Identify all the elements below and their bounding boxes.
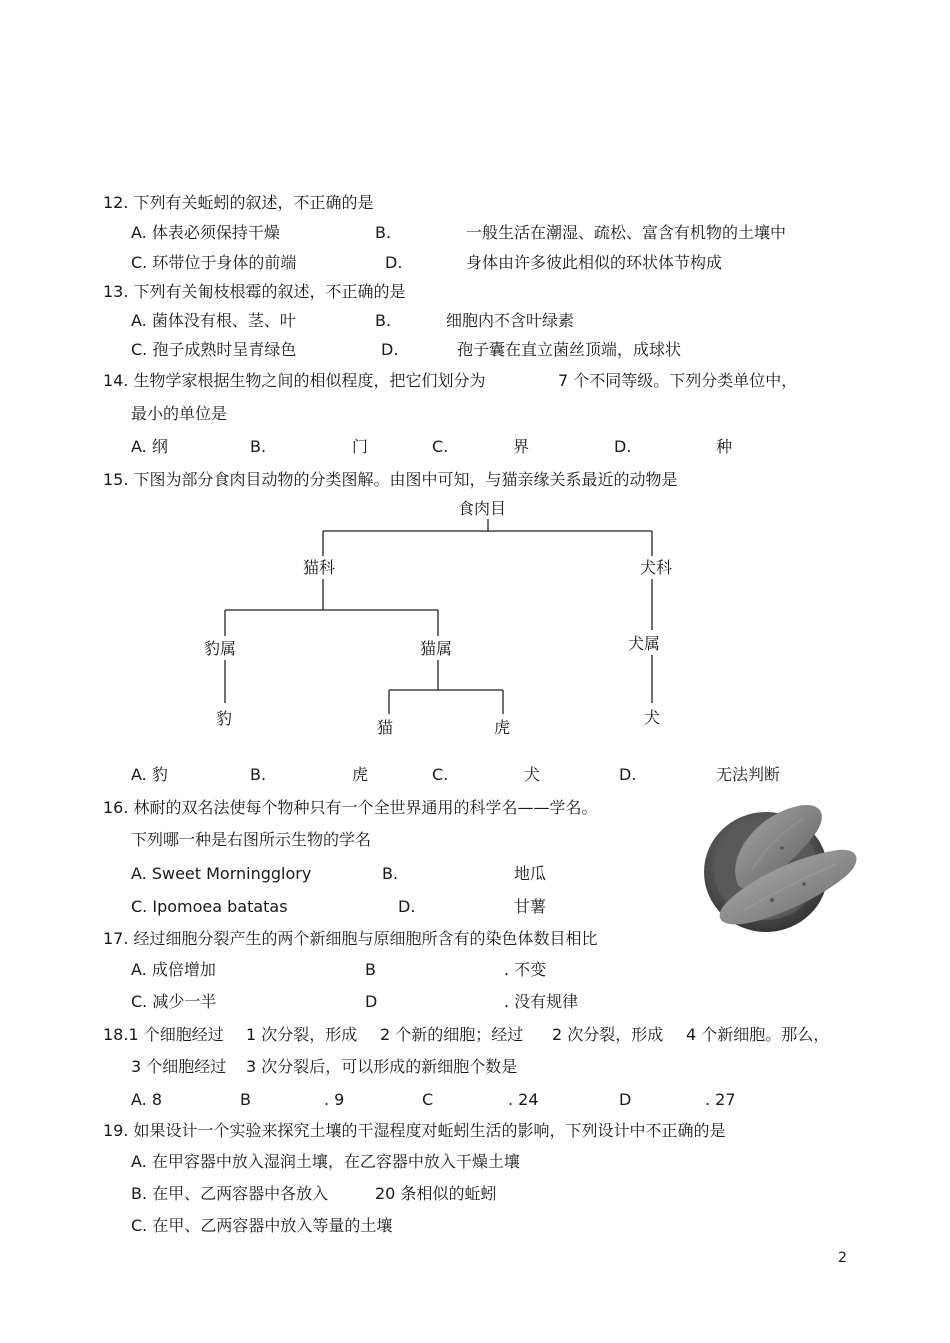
q18-line1-part2: 1 次分裂，形成 [246, 1025, 358, 1044]
q15-option-b-label: B. [250, 765, 267, 784]
q15-option-d-label: D. [619, 765, 637, 784]
q18-line2-part2: 3 次分裂后，可以形成的新细胞个数是 [246, 1057, 518, 1076]
q15-option-a: A. 豹 [131, 765, 168, 784]
q12-option-a: A. 体表必须保持干燥 [131, 223, 280, 242]
q13-option-d-label: D. [381, 340, 399, 359]
q14-option-b-label: B. [250, 437, 267, 456]
q13-stem: 13. 下列有关匍枝根霉的叙述，不正确的是 [103, 282, 406, 301]
q19-option-b-part2: 20 条相似的蚯蚓 [375, 1184, 497, 1203]
tree-node-genus-panthera: 豹属 [204, 639, 237, 658]
q17-stem: 17. 经过细胞分裂产生的两个新细胞与原细胞所含有的染色体数目相比 [103, 929, 598, 948]
q16-option-c: C. Ipomoea batatas [131, 897, 288, 916]
q17-option-d-text: . 没有规律 [504, 992, 579, 1011]
tree-node-genus-canis: 犬属 [628, 634, 661, 653]
tree-node-species-cat: 猫 [377, 718, 394, 737]
q19-option-b-part1: B. 在甲、乙两容器中各放入 [131, 1184, 329, 1203]
q18-line1-part1: 18.1 个细胞经过 [103, 1025, 224, 1044]
q16-stem: 16. 林耐的双名法使每个物种只有一个全世界通用的科学名——学名。 [103, 798, 598, 817]
q18-line1-part3: 2 个新的细胞；经过 [380, 1025, 524, 1044]
tree-node-family-felidae: 猫科 [303, 558, 336, 577]
q14-option-d-label: D. [614, 437, 632, 456]
q14-stem-part2: 7 个不同等级。下列分类单位中， [558, 371, 798, 390]
sweet-potato-image [700, 796, 862, 940]
q16-option-a: A. Sweet Morningglory [131, 864, 312, 883]
q18-option-d-label: D [619, 1090, 632, 1109]
q18-option-c-label: C [422, 1090, 434, 1109]
q18-line2-part1: 3 个细胞经过 [131, 1057, 227, 1076]
q14-option-c-label: C. [432, 437, 449, 456]
q18-line1-part5: 4 个新细胞。那么， [686, 1025, 830, 1044]
q14-option-c-text: 界 [513, 437, 530, 456]
q15-option-c-text: 犬 [524, 765, 541, 784]
q14-option-a: A. 纲 [131, 437, 168, 456]
tree-node-family-canidae: 犬科 [640, 558, 673, 577]
q16-option-b-label: B. [382, 864, 399, 883]
q13-option-b-label: B. [375, 311, 392, 330]
q18-line1-part4: 2 次分裂，形成 [552, 1025, 664, 1044]
q12-stem: 12. 下列有关蚯蚓的叙述，不正确的是 [103, 193, 374, 212]
q18-option-b-label: B [240, 1090, 251, 1109]
q19-option-c: C. 在甲、乙两容器中放入等量的土壤 [131, 1216, 393, 1235]
q13-option-c: C. 孢子成熟时呈青绿色 [131, 340, 297, 359]
q12-option-b-text: 一般生活在潮湿、疏松、富含有机物的土壤中 [466, 223, 787, 242]
q18-option-d-text: . 27 [705, 1090, 736, 1109]
q18-option-a: A. 8 [131, 1090, 163, 1109]
q12-option-d-label: D. [385, 253, 403, 272]
q13-option-a: A. 菌体没有根、茎、叶 [131, 311, 296, 330]
q13-option-b-text: 细胞内不含叶绿素 [446, 311, 575, 330]
q14-option-d-text: 种 [716, 437, 733, 456]
q17-option-b-text: . 不变 [504, 960, 547, 979]
q19-option-a: A. 在甲容器中放入湿润土壤，在乙容器中放入干燥土壤 [131, 1152, 520, 1171]
q16-option-d-label: D. [398, 897, 416, 916]
q13-option-d-text: 孢子囊在直立菌丝顶端，成球状 [457, 340, 682, 359]
q15-stem: 15. 下图为部分食肉目动物的分类图解。由图中可知，与猫亲缘关系最近的动物是 [103, 470, 678, 489]
tree-node-species-dog: 犬 [644, 708, 661, 727]
q19-stem: 19. 如果设计一个实验来探究土壤的干湿程度对蚯蚓生活的影响，下列设计中不正确的是 [103, 1121, 726, 1140]
q14-stem-part1: 14. 生物学家根据生物之间的相似程度，把它们划分为 [103, 371, 486, 390]
q17-option-a: A. 成倍增加 [131, 960, 216, 979]
tree-node-order-carnivora: 食肉目 [458, 499, 507, 518]
tree-node-species-leopard: 豹 [216, 709, 233, 728]
q15-option-d-text: 无法判断 [716, 765, 781, 784]
page-number: 2 [838, 1250, 847, 1266]
q14-stem-line2: 最小的单位是 [131, 404, 228, 423]
q15-option-b-text: 虎 [352, 765, 369, 784]
tree-node-genus-felis: 猫属 [420, 639, 453, 658]
q16-option-d-text: 甘薯 [514, 897, 547, 916]
q12-option-d-text: 身体由许多彼此相似的环状体节构成 [466, 253, 723, 272]
q12-option-b-label: B. [375, 223, 392, 242]
q15-option-c-label: C. [432, 765, 449, 784]
tree-node-species-tiger: 虎 [494, 718, 511, 737]
q17-option-c: C. 减少一半 [131, 992, 217, 1011]
q12-option-c: C. 环带位于身体的前端 [131, 253, 297, 272]
q17-option-b-label: B [365, 960, 376, 979]
q18-option-c-text: . 24 [508, 1090, 539, 1109]
q16-stem-line2: 下列哪一种是右图所示生物的学名 [131, 830, 372, 849]
q17-option-d-label: D [365, 992, 378, 1011]
q18-option-b-text: . 9 [324, 1090, 345, 1109]
q16-option-b-text: 地瓜 [514, 864, 547, 883]
q14-option-b-text: 门 [352, 437, 369, 456]
